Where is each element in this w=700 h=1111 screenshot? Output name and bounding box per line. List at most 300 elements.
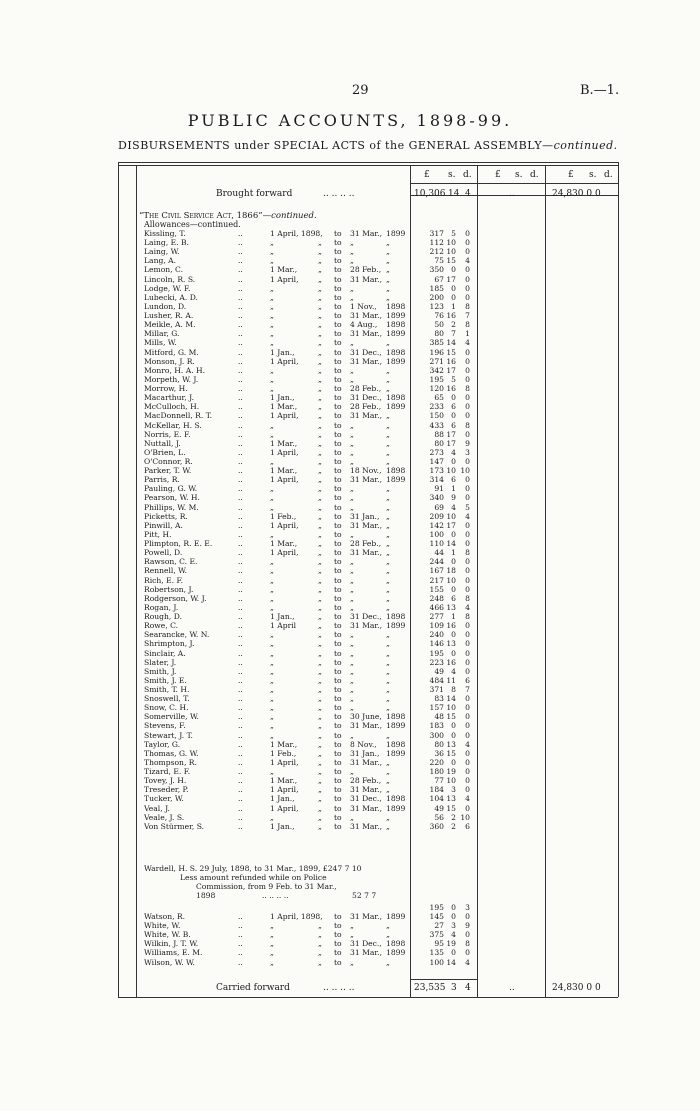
to-word: to (334, 821, 342, 831)
period-start: 1 Jan., (270, 821, 295, 831)
amount-pounds: 300 (429, 730, 444, 740)
period-start: „ (270, 283, 274, 293)
amount-pence: 0 (465, 475, 470, 485)
ditto-mark: „ (318, 675, 322, 685)
ditto-mark: „ (318, 384, 322, 394)
payee-name: Millar, G. (144, 329, 180, 339)
payee-name: White, W. (144, 921, 181, 931)
to-word: to (334, 593, 342, 603)
ditto-mark: „ (318, 803, 322, 813)
col1-pound-header: £ (424, 170, 430, 180)
leader-dots: .. (238, 948, 243, 958)
period-end: „ (350, 584, 354, 594)
payee-name: Smith, J. (144, 666, 177, 676)
to-word: to (334, 939, 342, 949)
table-row (0, 712, 700, 721)
table-row (0, 238, 700, 247)
payee-name: Von Stürmer, S. (144, 821, 205, 831)
leader-dots: .. (238, 502, 243, 512)
period-end: 31 Mar., (350, 329, 383, 339)
period-start: „ (270, 685, 274, 694)
amount-shillings: 16 (446, 356, 456, 366)
leader-dots: .. (238, 356, 243, 366)
ditto-mark: „ (318, 438, 322, 448)
ditto-mark: „ (318, 365, 322, 375)
payee-name: Phillips, W. M. (144, 502, 199, 512)
ditto-mark: „ (318, 475, 322, 485)
amount-shillings: 0 (451, 411, 456, 421)
amount-pence: 6 (465, 675, 470, 685)
period-end: „ (350, 484, 354, 494)
to-word: to (334, 292, 342, 302)
amount-pence: 0 (465, 948, 470, 958)
amount-pounds: 80 (434, 739, 444, 749)
amount-shillings: 10 (446, 575, 456, 585)
payee-name: Pitt, H. (144, 529, 172, 539)
period-start: „ (270, 429, 274, 439)
leader-dots: .. (238, 238, 243, 248)
ditto-mark: „ (318, 320, 322, 330)
period-year: „ (386, 767, 390, 777)
period-end: „ (350, 429, 354, 439)
amount-shillings: 14 (446, 694, 456, 704)
payee-name: Lang, A. (144, 256, 177, 266)
amount-pence: 4 (465, 957, 470, 967)
payee-name: Shrimpton, J. (144, 639, 195, 649)
leader-dots: .. (238, 767, 243, 777)
payee-name: Veale, J. S. (144, 812, 185, 822)
amount-pounds: 27 (434, 921, 444, 931)
to-word: to (334, 229, 342, 238)
table-row (0, 284, 700, 293)
table-row (0, 785, 700, 794)
period-year: „ (386, 292, 390, 302)
period-end: „ (350, 602, 354, 612)
ditto-mark: „ (318, 748, 322, 758)
period-year: „ (386, 283, 390, 293)
table-row (0, 639, 700, 648)
amount-shillings: 13 (446, 639, 456, 649)
amount-pence: 10 (460, 812, 470, 822)
amount-pounds: 217 (429, 575, 444, 585)
table-row (0, 466, 700, 475)
wardell-pounds: 195 (429, 903, 444, 912)
table-row (0, 275, 700, 284)
leader-dots: .. (238, 365, 243, 375)
table-row (0, 548, 700, 557)
to-word: to (334, 539, 342, 549)
payee-name: Morpeth, W. J. (144, 374, 199, 384)
amount-pounds: 433 (429, 420, 444, 430)
to-word: to (334, 630, 342, 640)
period-year: 1898 (386, 794, 406, 804)
payee-name: Thompson, R. (144, 757, 197, 767)
leader-dots: .. (238, 566, 243, 576)
payee-name: Somerville, W. (144, 712, 199, 722)
amount-shillings: 19 (446, 767, 456, 777)
period-end: „ (350, 502, 354, 512)
amount-pounds: 88 (434, 429, 444, 439)
amount-shillings: 19 (446, 939, 456, 949)
period-year: „ (386, 694, 390, 704)
amount-pounds: 209 (429, 511, 444, 521)
period-start: „ (270, 957, 274, 967)
ditto-mark: „ (318, 402, 322, 412)
amount-pence: 0 (465, 411, 470, 421)
amount-pounds: 147 (429, 457, 444, 466)
amount-shillings: 0 (451, 529, 456, 539)
ditto-mark: „ (318, 939, 322, 949)
period-start: 1 Mar., (270, 739, 298, 749)
table-row (0, 411, 700, 420)
amount-pounds: 371 (429, 685, 444, 694)
period-start: 1 Feb., (270, 748, 297, 758)
amount-pence: 0 (465, 365, 470, 375)
amount-shillings: 2 (451, 320, 456, 330)
amount-pounds: 183 (429, 721, 444, 731)
leader-dots: .. (238, 602, 243, 612)
ditto-mark: „ (318, 584, 322, 594)
period-start: „ (270, 630, 274, 640)
to-word: to (334, 484, 342, 494)
period-end: 18 Nov., (350, 466, 382, 476)
period-start: 1 Mar., (270, 438, 298, 448)
leader-dots: .. (238, 803, 243, 813)
amount-pounds: 173 (429, 466, 444, 476)
amount-pence: 8 (465, 548, 470, 558)
ditto-mark: „ (318, 621, 322, 631)
period-year: „ (386, 238, 390, 248)
amount-shillings: 10 (446, 247, 456, 257)
ditto-mark: „ (318, 957, 322, 967)
period-start: 1 April, (270, 548, 299, 558)
to-word: to (334, 776, 342, 786)
amount-shillings: 0 (451, 721, 456, 731)
leader-dots: .. (238, 329, 243, 339)
period-end: 31 Mar., (350, 311, 383, 321)
table-row (0, 247, 700, 256)
table-row (0, 430, 700, 439)
period-end: 31 Mar., (350, 621, 383, 631)
to-word: to (334, 457, 342, 466)
period-year: „ (386, 566, 390, 576)
period-end: „ (350, 283, 354, 293)
period-end: 31 Dec., (350, 794, 382, 804)
leader-dots: .. (238, 575, 243, 585)
amount-pounds: 360 (429, 821, 444, 831)
amount-pence: 0 (465, 566, 470, 576)
amount-shillings: 17 (446, 365, 456, 375)
payee-name: Parris, R. (144, 475, 180, 485)
payee-name: Lemon, C. (144, 265, 183, 275)
amount-pounds: 340 (429, 493, 444, 503)
ditto-mark: „ (318, 657, 322, 667)
ditto-mark: „ (318, 721, 322, 731)
leader-dots: .. (238, 657, 243, 667)
amount-pence: 0 (465, 648, 470, 658)
period-start: „ (270, 921, 274, 931)
table-row (0, 329, 700, 338)
period-start: „ (270, 602, 274, 612)
period-start: „ (270, 502, 274, 512)
leader-dots: .. (238, 265, 243, 275)
amount-shillings: 17 (446, 274, 456, 284)
ditto-mark: „ (318, 520, 322, 530)
period-year: „ (386, 420, 390, 430)
period-year: 1898 (386, 320, 406, 330)
period-end: „ (350, 238, 354, 248)
period-year: „ (386, 639, 390, 649)
payee-name: Powell, D. (144, 548, 183, 558)
period-start: „ (270, 338, 274, 348)
period-start: „ (270, 529, 274, 539)
amount-pence: 3 (465, 447, 470, 457)
ditto-mark: „ (318, 757, 322, 767)
period-start: 1 Mar., (270, 265, 298, 275)
amount-pounds: 375 (429, 930, 444, 940)
period-end: 30 June, (350, 712, 382, 722)
payee-name: Tovey, J. H. (144, 776, 187, 786)
carried-forward-shillings: 3 (451, 983, 457, 993)
period-end: „ (350, 247, 354, 257)
amount-pence: 9 (465, 438, 470, 448)
amount-pence: 8 (465, 593, 470, 603)
leader-dots: .. (238, 666, 243, 676)
period-start: „ (270, 292, 274, 302)
table-row (0, 402, 700, 411)
to-word: to (334, 930, 342, 940)
to-word: to (334, 767, 342, 777)
amount-pence: 0 (465, 584, 470, 594)
payee-name: Stevens, F. (144, 721, 186, 731)
period-year: „ (386, 930, 390, 940)
period-start: 1 Mar., (270, 539, 298, 549)
table-row (0, 939, 700, 948)
ditto-mark: „ (318, 447, 322, 457)
table-row (0, 649, 700, 658)
period-year: „ (386, 429, 390, 439)
to-word: to (334, 475, 342, 485)
amount-pounds: 83 (434, 694, 444, 704)
amount-pence: 0 (465, 703, 470, 713)
amount-pence: 0 (465, 639, 470, 649)
payee-name: Wilkin, J. T. W. (144, 939, 199, 949)
table-row (0, 457, 700, 466)
to-word: to (334, 529, 342, 539)
payee-name: Kissling, T. (144, 229, 186, 238)
leader-dots: .. (238, 301, 243, 311)
leader-dots: .. (238, 630, 243, 640)
amount-shillings: 9 (451, 493, 456, 503)
payee-name: Thomas, G. W. (144, 748, 199, 758)
amount-shillings: 0 (451, 393, 456, 403)
period-end: „ (350, 685, 354, 694)
amount-shillings: 3 (451, 921, 456, 931)
amount-pounds: 142 (429, 520, 444, 530)
amount-pence: 0 (465, 429, 470, 439)
period-year: „ (386, 776, 390, 786)
amount-shillings: 13 (446, 739, 456, 749)
leader-dots: .. (238, 694, 243, 704)
period-start: 1 April, (270, 447, 299, 457)
leader-dots: .. (238, 247, 243, 257)
ditto-mark: „ (318, 311, 322, 321)
to-word: to (334, 703, 342, 713)
ditto-mark: „ (318, 685, 322, 694)
period-start: „ (270, 730, 274, 740)
amount-pounds: 342 (429, 365, 444, 375)
period-year: 1899 (386, 229, 406, 238)
amount-shillings: 0 (451, 457, 456, 466)
leader-dots: .. (238, 957, 243, 967)
amount-pence: 9 (465, 921, 470, 931)
period-start: 1 Feb., (270, 511, 297, 521)
period-year: „ (386, 511, 390, 521)
period-end: 31 Mar., (350, 475, 383, 485)
period-year: 1899 (386, 912, 406, 921)
table-row (0, 357, 700, 366)
wardell-refund-amount: 52 7 7 (352, 891, 377, 900)
period-start: 1 April, 1898, (270, 912, 323, 921)
period-end: „ (350, 374, 354, 384)
ditto-mark: „ (318, 457, 322, 466)
amount-shillings: 0 (451, 265, 456, 275)
period-start: 1 April, (270, 757, 299, 767)
amount-pence: 8 (465, 320, 470, 330)
ditto-mark: „ (318, 466, 322, 476)
amount-pence: 0 (465, 730, 470, 740)
table-row (0, 348, 700, 357)
period-year: „ (386, 374, 390, 384)
brought-forward-label: Brought forward (216, 189, 293, 199)
period-year: 1899 (386, 748, 406, 758)
to-word: to (334, 921, 342, 931)
wardell-pence: 3 (465, 903, 470, 912)
leader-dots: .. (238, 548, 243, 558)
period-start: „ (270, 484, 274, 494)
period-end: „ (350, 767, 354, 777)
carried-forward-total: 24,830 0 0 (552, 983, 601, 993)
period-year: 1899 (386, 948, 406, 958)
amount-shillings: 0 (451, 292, 456, 302)
period-end: 31 Dec., (350, 393, 382, 403)
table-row (0, 521, 700, 530)
period-year: „ (386, 812, 390, 822)
table-row (0, 366, 700, 375)
period-year: „ (386, 730, 390, 740)
ditto-mark: „ (318, 539, 322, 549)
amount-shillings: 15 (446, 347, 456, 357)
amount-shillings: 1 (451, 612, 456, 622)
ditto-mark: „ (318, 794, 322, 804)
payee-name: Williams, E. M. (144, 948, 203, 958)
period-end: „ (350, 648, 354, 658)
leader-dots: .. (238, 685, 243, 694)
period-start: „ (270, 420, 274, 430)
period-end: 31 Mar., (350, 821, 383, 831)
period-end: 28 Feb., (350, 539, 382, 549)
payee-name: Pearson, W. H. (144, 493, 200, 503)
amount-shillings: 0 (451, 730, 456, 740)
period-year: 1899 (386, 621, 406, 631)
amount-shillings: 10 (446, 511, 456, 521)
amount-pounds: 271 (429, 356, 444, 366)
to-word: to (334, 338, 342, 348)
brought-forward-total: 24,830 0 0 (552, 189, 601, 199)
period-year: „ (386, 921, 390, 931)
table-row (0, 612, 700, 621)
leader-dots: .. (238, 757, 243, 767)
wardell-line-4-year: 1898 (196, 891, 216, 900)
amount-pounds: 212 (429, 247, 444, 257)
period-end: 31 Mar., (350, 548, 383, 558)
period-end: „ (350, 256, 354, 266)
amount-shillings: 16 (446, 311, 456, 321)
period-end: „ (350, 457, 354, 466)
amount-pounds: 167 (429, 566, 444, 576)
to-word: to (334, 566, 342, 576)
period-end: 31 Dec., (350, 612, 382, 622)
payee-name: Lubecki, A. D. (144, 292, 198, 302)
amount-pounds: 150 (429, 411, 444, 421)
payee-name: Parker, T. W. (144, 466, 192, 476)
to-word: to (334, 347, 342, 357)
leader-dots: .. (238, 675, 243, 685)
amount-pence: 10 (460, 466, 470, 476)
payee-name: Morrow, H. (144, 384, 188, 394)
amount-pounds: 50 (434, 320, 444, 330)
amount-shillings: 6 (451, 420, 456, 430)
payee-name: Lusher, R. A. (144, 311, 194, 321)
ditto-mark: „ (318, 283, 322, 293)
payee-name: Pinwill, A. (144, 520, 183, 530)
ditto-mark: „ (318, 930, 322, 940)
amount-pence: 4 (465, 739, 470, 749)
amount-pence: 0 (465, 274, 470, 284)
amount-pence: 0 (465, 666, 470, 676)
amount-pounds: 277 (429, 612, 444, 622)
amount-pounds: 95 (434, 939, 444, 949)
payee-name: Veal, J. (144, 803, 170, 813)
amount-shillings: 14 (446, 338, 456, 348)
amount-pounds: 155 (429, 584, 444, 594)
to-word: to (334, 584, 342, 594)
period-start: 1 Jan., (270, 347, 295, 357)
to-word: to (334, 948, 342, 958)
ditto-mark: „ (318, 247, 322, 257)
amount-shillings: 0 (451, 948, 456, 958)
period-start: 1 Mar., (270, 466, 298, 476)
period-start: „ (270, 384, 274, 394)
amount-pence: 4 (465, 794, 470, 804)
to-word: to (334, 447, 342, 457)
period-end: „ (350, 694, 354, 704)
amount-pence: 0 (465, 374, 470, 384)
amount-pounds: 77 (434, 776, 444, 786)
period-end: 28 Feb., (350, 265, 382, 275)
leader-dots: .. (238, 930, 243, 940)
period-start: „ (270, 666, 274, 676)
period-start: „ (270, 566, 274, 576)
table-row (0, 776, 700, 785)
amount-pence: 0 (465, 356, 470, 366)
amount-shillings: 0 (451, 757, 456, 767)
period-end: „ (350, 593, 354, 603)
amount-shillings: 10 (446, 466, 456, 476)
amount-pounds: 184 (429, 785, 444, 795)
period-start: 1 April (270, 621, 297, 631)
payee-name: Plimpton, R. E. E. (144, 539, 213, 549)
